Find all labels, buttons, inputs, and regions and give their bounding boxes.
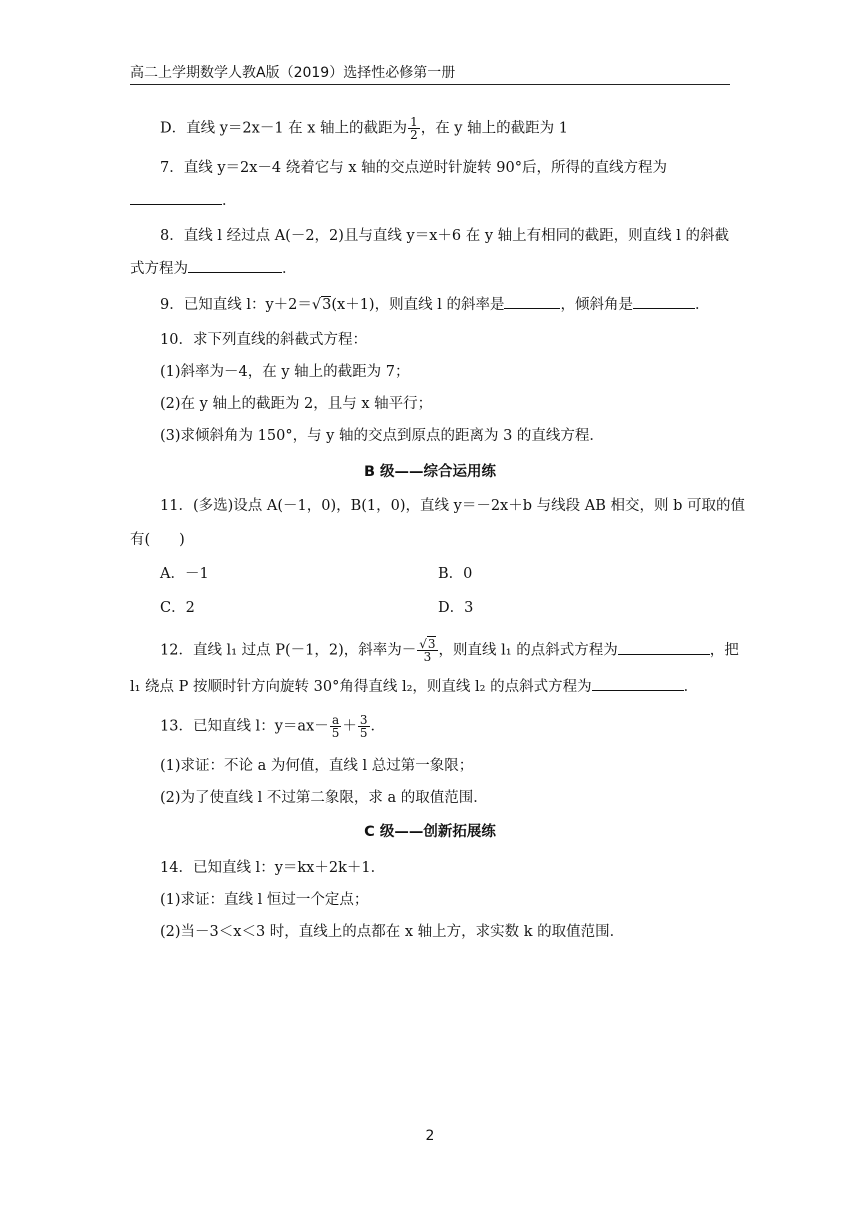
fraction: $\frac{1}{2}$ [410,115,418,142]
answer-blank[interactable] [504,294,560,309]
question-10-part-2: (2)在 y 轴上的截距为 2，且与 x 轴平行； [160,396,433,412]
question-14-part-1: (1)求证：直线 l 恒过一个定点； [160,892,369,908]
question-14-part-2: (2)当－3＜x＜3 时，直线上的点都在 x 轴上方，求实数 k 的取值范围． [160,924,625,940]
page-number: 2 [425,1128,435,1144]
question-11: 11．(多选)设点 A(－1，0)，B(1，0)，直线 y＝－2x＋b 与线段 AB 相交，则 b 可取的值 [160,498,745,514]
question-10-part-1: (1)斜率为－4，在 y 轴上的截距为 7； [160,364,410,380]
fraction: $\frac{3}{5}$ [359,713,368,740]
question-13: 13．已知直线 l：y＝ax－ $\frac{a}{5}$ ＋ $\frac{3}{5}$ ． [160,713,385,740]
question-8: 8．直线 l 经过点 A(－2，2)且与直线 y＝x＋6 在 y 轴上有相同的截距，则直线 l 的斜截 [160,228,730,244]
answer-blank[interactable] [618,640,710,655]
option-b: B．0 [438,566,473,582]
question-10: 10．求下列直线的斜截式方程： [160,332,367,348]
question-10-part-3: (3)求倾斜角为 150°，与 y 轴的交点到原点的距离为 3 的直线方程． [160,428,604,444]
page-header [130,62,730,85]
question-13-part-2: (2)为了使直线 l 不过第二象限，求 a 的取值范围． [160,790,488,806]
answer-blank[interactable] [188,258,282,273]
option-c: C．2 [160,600,195,616]
answer-blank[interactable] [592,676,684,691]
question-14: 14．已知直线 l：y＝kx＋2k＋1． [160,860,386,876]
fraction: $\frac{√3}{3}$ [419,637,436,664]
question-12: 12．直线 l₁ 过点 P(－1，2)，斜率为－ $\frac{√3}{3}$ ，则直线 l₁ 的点斜式方程为 ，把 [160,637,739,664]
question-9: 9．已知直线 l：y＋2＝√3(x＋1)，则直线 l 的斜率是 ，倾斜角是 ． [160,294,709,315]
question-8-cont: 式方程为 ． [130,258,297,279]
question-13-part-1: (1)求证：不论 a 为何值，直线 l 总过第一象限； [160,758,474,774]
option-d: D．3 [438,600,474,616]
section-c-heading: C 级——创新拓展练 [364,824,496,840]
option-a: A．－1 [160,566,209,582]
question-7-blank-line: ． [130,190,237,211]
fraction: $\frac{a}{5}$ [331,713,340,740]
question-12-cont: l₁ 绕点 P 按顺时针方向旋转 30°角得直线 l₂，则直线 l₂ 的点斜式方程为 ． [130,676,698,697]
header-title: 高二上学期数学人教A版（2019）选择性必修第一册 [130,65,456,81]
q6-option-d: D．直线 y＝2x－1 在 x 轴上的截距为 $\frac{1}{2}$ ，在 y 轴上的截距为 1 [160,115,568,142]
question-11-cont: 有( ) [130,532,185,548]
section-b-heading: B 级——综合运用练 [363,464,497,480]
answer-blank[interactable] [633,294,695,309]
answer-blank[interactable] [130,190,222,205]
question-7: 7．直线 y＝2x－4 绕着它与 x 轴的交点逆时针旋转 90°后，所得的直线方程为 [160,160,667,176]
